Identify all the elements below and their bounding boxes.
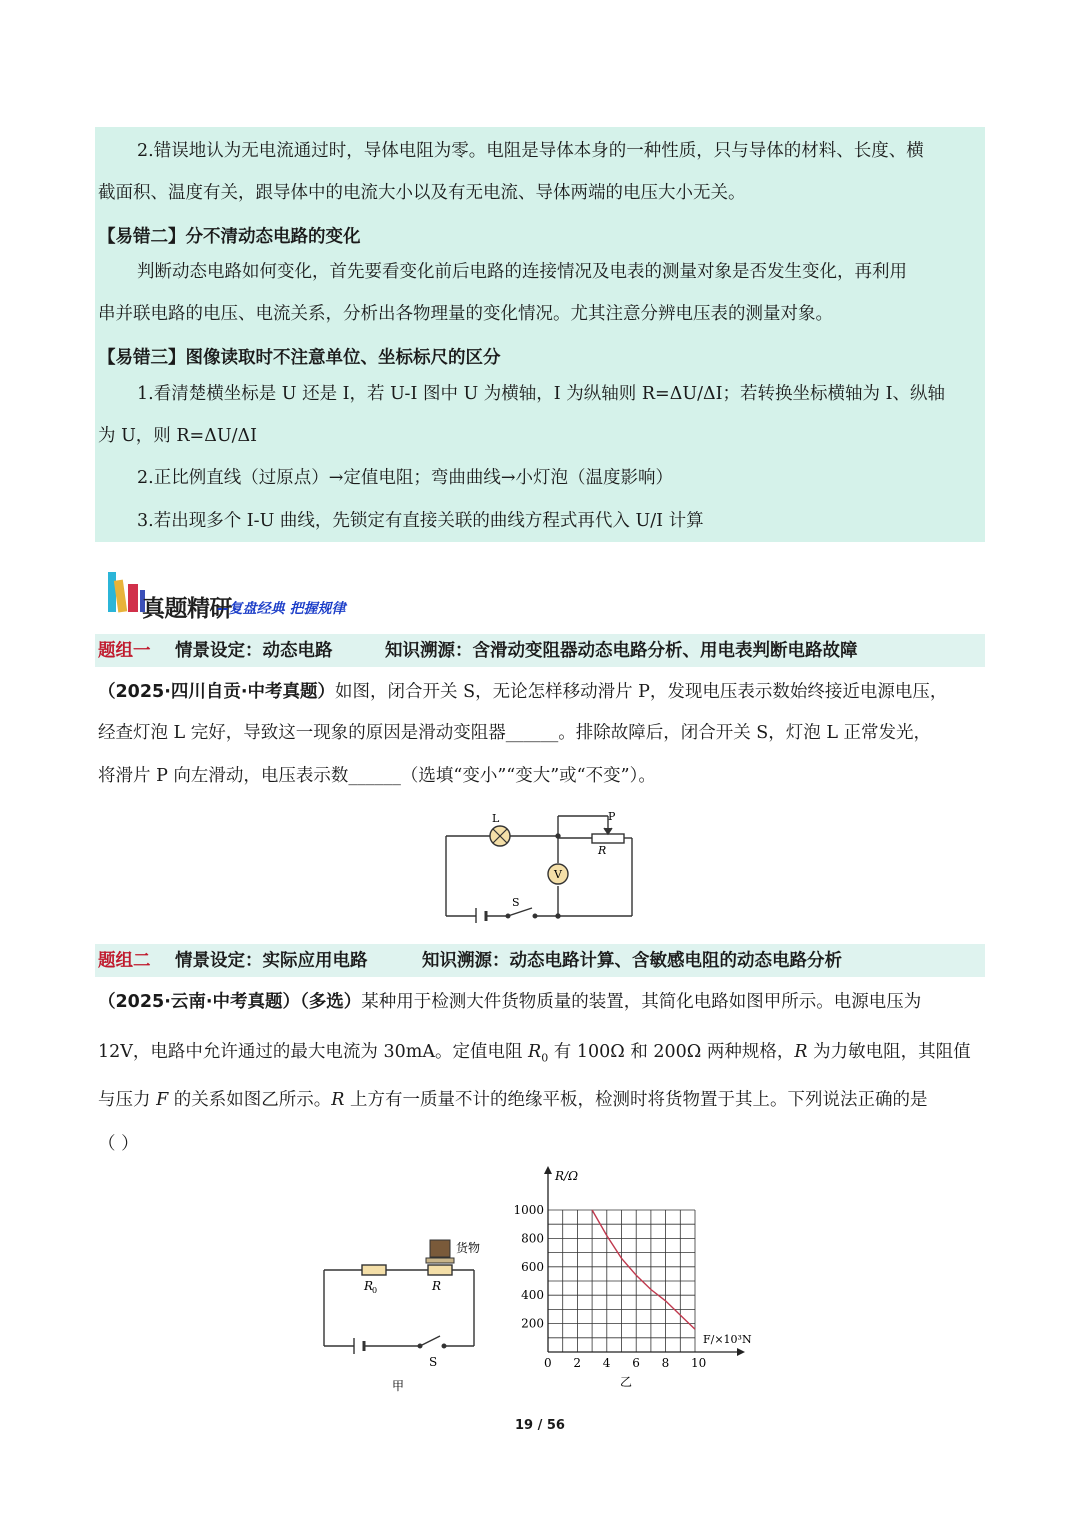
label-P: P <box>608 810 616 823</box>
chart-tick-labels <box>513 1203 706 1370</box>
question-2-line-1 <box>98 990 921 1014</box>
section-subtitle: --复盘经典 把握规律 <box>217 601 346 617</box>
tip-paragraph-3: 1.看清楚横坐标是 U 还是 I，若 U-I 图中 U 为横轴，I 为纵轴则 R=ΔU/ΔI；若转换坐标横轴为 I、纵轴 <box>137 384 945 404</box>
circuit-diagram-1 <box>440 808 640 923</box>
cargo-box-icon <box>430 1240 450 1257</box>
x-tick-label: 0 <box>544 1356 552 1370</box>
question-1-line-1 <box>98 680 947 704</box>
caption-yi: 乙 <box>620 1375 633 1389</box>
label-R0: R <box>364 1279 374 1293</box>
caption-jia: 甲 <box>392 1379 405 1392</box>
label-cargo: 货物 <box>456 1241 481 1255</box>
tip-paragraph-4: 2.正比例直线（过原点）→定值电阻；弯曲曲线→小灯泡（温度影响） <box>137 468 674 488</box>
question-2-text-1: 某种用于检测大件货物质量的装置，其简化电路如图甲所示。电源电压为 <box>361 992 922 1012</box>
question-1-text-1: 如图，闭合开关 S，无论怎样移动滑片 P，发现电压表示数始终接近电源电压， <box>335 682 948 702</box>
group-2-label: 题组二 <box>98 951 151 971</box>
label-L: L <box>492 812 500 825</box>
books-logo-icon <box>106 570 146 614</box>
chart-series-line <box>592 1210 695 1329</box>
r-f-chart <box>505 1160 770 1390</box>
y-axis-arrow-icon <box>544 1166 552 1174</box>
x-tick-label: 10 <box>691 1356 707 1370</box>
question-1-line-3: 将滑片 P 向左滑动，电压表示数______（选填“变小”“变大”或“不变”）。 <box>98 766 656 786</box>
tip-paragraph-1: 2.错误地认为无电流通过时，导体电阻为零。电阻是导体本身的一种性质，只与导体的材料、长度、横 <box>137 141 924 161</box>
y-tick-label: 800 <box>521 1231 544 1246</box>
group-1-scene: 情景设定：动态电路 <box>175 641 333 661</box>
label-V: V <box>554 868 562 881</box>
label-R: R <box>432 1279 442 1293</box>
label-S: S <box>512 896 520 909</box>
y-tick-label: 400 <box>521 1288 544 1303</box>
tip-paragraph-5: 3.若出现多个 I-U 曲线，先锁定有直接关联的曲线方程式再代入 U/I 计算 <box>137 511 704 531</box>
x-tick-label: 2 <box>573 1356 582 1370</box>
x-axis-arrow-icon <box>737 1348 745 1356</box>
question-2-options: （ ） <box>98 1134 139 1154</box>
x-tick-label: 6 <box>632 1356 640 1370</box>
group-1-label: 题组一 <box>98 641 151 661</box>
chart-grid <box>548 1210 695 1352</box>
label-S: S <box>429 1355 438 1369</box>
page-number: 19 / 56 <box>515 1418 565 1433</box>
x-tick-label: 4 <box>602 1356 611 1370</box>
chart-x-label: F/×10³N <box>703 1333 752 1346</box>
question-1-line-2: 经查灯泡 L 完好，导致这一现象的原因是滑动变阻器______。排除故障后，闭合开关 S，灯泡 L 正常发光， <box>98 723 932 743</box>
tip-paragraph-2: 判断动态电路如何变化，首先要看变化前后电路的连接情况及电表的测量对象是否发生变化，再利用 <box>137 262 907 282</box>
question-1-tag: （2025·四川自贡·中考真题） <box>98 682 336 702</box>
group-2-scene: 情景设定：实际应用电路 <box>175 951 368 971</box>
question-2-line-3: 与压力 F 的关系如图乙所示。R 上方有一质量不计的绝缘平板，检测时将货物置于其上。下列说法正确的是 <box>98 1090 928 1110</box>
y-tick-label: 1000 <box>513 1203 544 1217</box>
chart-axes <box>544 1166 745 1356</box>
mistake-2-heading: 【易错二】分不清动态电路的变化 <box>98 227 361 247</box>
mistake-3-heading: 【易错三】图像读取时不注意单位、坐标标尺的区分 <box>98 348 501 368</box>
section-title: 真题精研 <box>142 596 232 622</box>
group-1-bar <box>95 634 985 667</box>
question-2-line-2: 12V，电路中允许通过的最大电流为 30mA。定值电阻 $R_0$ 有 100Ω 和 200Ω 两种规格，R 为力敏电阻，其阻值 <box>98 1042 971 1065</box>
tip-paragraph-2-cont: 串并联电路的电压、电流关系，分析出各物理量的变化情况。尤其注意分辨电压表的测量对象。 <box>98 304 833 324</box>
group-2-bar <box>95 944 985 977</box>
y-tick-label: 200 <box>521 1316 544 1331</box>
tip-paragraph-1-cont: 截面积、温度有关，跟导体中的电流大小以及有无电流、导体两端的电压大小无关。 <box>98 183 746 203</box>
chart-y-label: R/Ω <box>555 1169 579 1183</box>
group-1-source: 知识溯源：含滑动变阻器动态电路分析、用电表判断电路故障 <box>385 641 858 661</box>
x-tick-label: 8 <box>661 1356 670 1370</box>
question-2-tag: （2025·云南·中考真题）（多选） <box>98 992 362 1012</box>
y-tick-label: 600 <box>521 1259 544 1274</box>
circuit-diagram-jia <box>316 1232 486 1392</box>
label-R0-sub: 0 <box>372 1286 378 1295</box>
group-2-source: 知识溯源：动态电路计算、含敏感电阻的动态电路分析 <box>422 951 842 971</box>
tip-paragraph-3-cont: 为 U，则 R=ΔU/ΔI <box>98 426 258 446</box>
label-R: R <box>598 844 607 857</box>
lamp-icon <box>490 826 510 846</box>
